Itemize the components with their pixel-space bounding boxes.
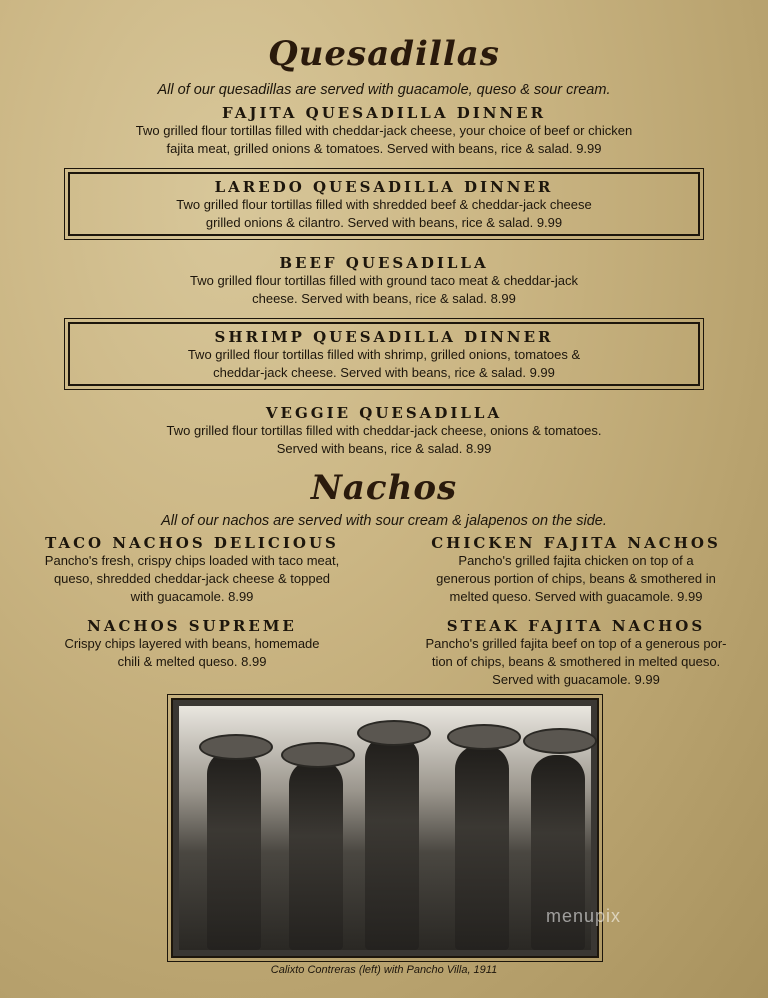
item-desc: Pancho's grilled fajita chicken on top of a bbox=[458, 553, 694, 568]
item-desc: Two grilled flour tortillas filled with cheddar-jack cheese, your choice of beef or chicken bbox=[135, 123, 633, 138]
photo-caption: Calixto Contreras (left) with Pancho Villa, 1911 bbox=[270, 964, 498, 976]
item-desc: Served with beans, rice & salad. 8.99 bbox=[276, 441, 492, 456]
item-desc: Crispy chips layered with beans, homemade bbox=[64, 636, 320, 651]
photo-figure bbox=[207, 750, 261, 950]
menu-item-beef-quesadilla bbox=[0, 254, 768, 308]
photo-image bbox=[179, 706, 621, 950]
item-name: BEEF QUESADILLA bbox=[279, 254, 489, 272]
photo-figure bbox=[365, 735, 419, 950]
sombrero-icon bbox=[357, 720, 431, 746]
menu-item-steak-fajita-nachos bbox=[406, 617, 746, 689]
item-desc: Two grilled flour tortillas filled with ground taco meat & cheddar-jack bbox=[189, 273, 578, 288]
item-name: SHRIMP QUESADILLA DINNER bbox=[214, 328, 554, 346]
menu-item-veggie-quesadilla bbox=[0, 404, 768, 458]
menu-item-chicken-fajita-nachos bbox=[416, 534, 736, 606]
sombrero-icon bbox=[523, 728, 597, 754]
photo-figure bbox=[455, 745, 509, 950]
item-name: LAREDO QUESADILLA DINNER bbox=[214, 178, 554, 196]
quesadillas-intro: All of our quesadillas are served with guacamole, queso & sour cream. bbox=[157, 82, 611, 98]
item-name: VEGGIE QUESADILLA bbox=[265, 404, 503, 422]
item-desc: cheddar-jack cheese. Served with beans, rice & salad. 9.99 bbox=[213, 365, 555, 380]
item-name: CHICKEN FAJITA NACHOS bbox=[431, 534, 721, 552]
sombrero-icon bbox=[281, 742, 355, 768]
item-desc: Two grilled flour tortillas filled with shredded beef & cheddar-jack cheese bbox=[176, 197, 592, 212]
item-desc: grilled onions & cilantro. Served with beans, rice & salad. 9.99 bbox=[205, 215, 563, 230]
item-desc: Pancho's fresh, crispy chips loaded with taco meat, bbox=[44, 553, 340, 568]
item-desc: fajita meat, grilled onions & tomatoes. Served with beans, rice & salad. 9.99 bbox=[166, 141, 602, 156]
item-name: STEAK FAJITA NACHOS bbox=[446, 617, 706, 635]
watermark: menupix bbox=[545, 906, 621, 926]
menu-item-laredo-quesadilla bbox=[68, 172, 700, 236]
item-name: FAJITA QUESADILLA DINNER bbox=[221, 104, 547, 122]
photo-figure bbox=[289, 760, 343, 950]
item-desc: queso, shredded cheddar-jack cheese & topped bbox=[53, 571, 331, 586]
sombrero-icon bbox=[199, 734, 273, 760]
sombrero-icon bbox=[447, 724, 521, 750]
item-desc: cheese. Served with beans, rice & salad. 8.99 bbox=[252, 291, 516, 306]
item-desc: generous portion of chips, beans & smothered in bbox=[436, 571, 716, 586]
item-desc: Two grilled flour tortillas filled with cheddar-jack cheese, onions & tomatoes. bbox=[166, 423, 602, 438]
item-desc: melted queso. Served with guacamole. 9.99 bbox=[449, 589, 703, 604]
nachos-title: Nachos bbox=[310, 468, 458, 508]
menu-item-taco-nachos bbox=[32, 534, 352, 606]
nachos-intro: All of our nachos are served with sour cream & jalapenos on the side. bbox=[161, 513, 607, 529]
menu-item-shrimp-quesadilla bbox=[68, 322, 700, 386]
item-desc: Served with guacamole. 9.99 bbox=[492, 672, 660, 687]
item-desc: chili & melted queso. 8.99 bbox=[117, 654, 267, 669]
menu-item-fajita-quesadilla bbox=[0, 104, 768, 158]
historical-photo bbox=[171, 698, 621, 958]
quesadillas-title: Quesadillas bbox=[268, 34, 500, 74]
item-name: TACO NACHOS DELICIOUS bbox=[45, 534, 339, 552]
item-desc: Two grilled flour tortillas filled with shrimp, grilled onions, tomatoes & bbox=[187, 347, 581, 362]
item-name: NACHOS SUPREME bbox=[87, 617, 297, 635]
item-desc: with guacamole. 8.99 bbox=[130, 589, 254, 604]
menu-item-nachos-supreme bbox=[32, 617, 352, 671]
item-desc: Pancho's grilled fajita beef on top of a generous por- bbox=[425, 636, 727, 651]
item-desc: tion of chips, beans & smothered in melted queso. bbox=[431, 654, 721, 669]
